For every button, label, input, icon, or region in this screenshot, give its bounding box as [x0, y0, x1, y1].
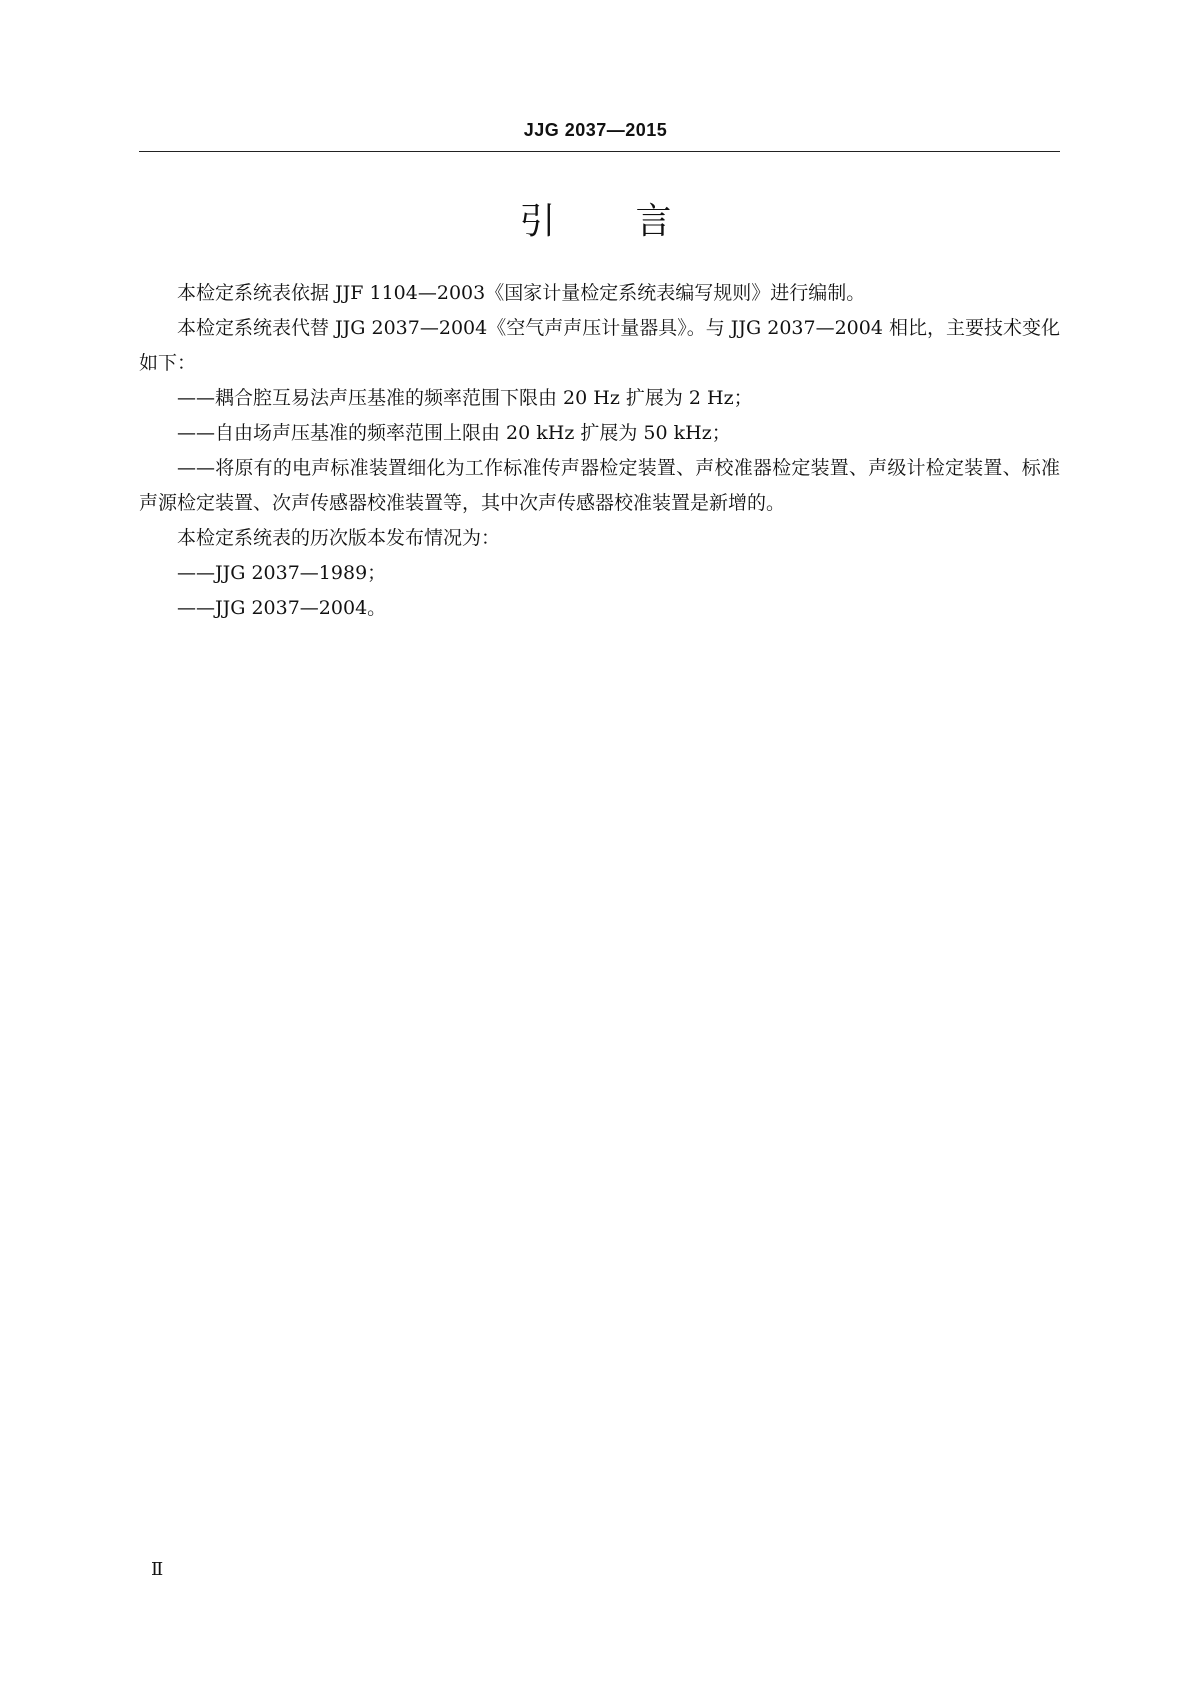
paragraph-replacement: 本检定系统表代替 JJG 2037—2004《空气声声压计量器具》。与 JJG 2037—2004 相比，主要技术变化如下：: [139, 317, 1060, 374]
list-item-change-3: ——将原有的电声标准装置细化为工作标准传声器检定装置、声校准器检定装置、声级计检定装置、标准声源检定装置、次声传感器校准装置等，其中次声传感器校准装置是新增的。: [139, 457, 1060, 514]
section-title: [0, 197, 1191, 247]
paragraph-basis: 本检定系统表依据 JJF 1104—2003《国家计量检定系统表编写规则》进行编制。: [177, 282, 866, 304]
title-char-1: 引: [519, 201, 556, 242]
list-item-version-1: ——JJG 2037—1989；: [177, 562, 387, 584]
body-text: [139, 276, 1060, 626]
list-item-version-2: ——JJG 2037—2004。: [177, 597, 387, 619]
list-item-change-2: ——自由场声压基准的频率范围上限由 20 kHz 扩展为 50 kHz；: [177, 422, 731, 444]
header-divider: [139, 151, 1060, 152]
page-number: Ⅱ: [151, 1559, 164, 1580]
paragraph-history: 本检定系统表的历次版本发布情况为：: [177, 527, 501, 549]
title-char-2: 言: [635, 201, 672, 242]
document-code-header: JJG 2037—2015: [523, 120, 668, 140]
list-item-change-1: ——耦合腔互易法声压基准的频率范围下限由 20 Hz 扩展为 2 Hz；: [177, 387, 753, 409]
